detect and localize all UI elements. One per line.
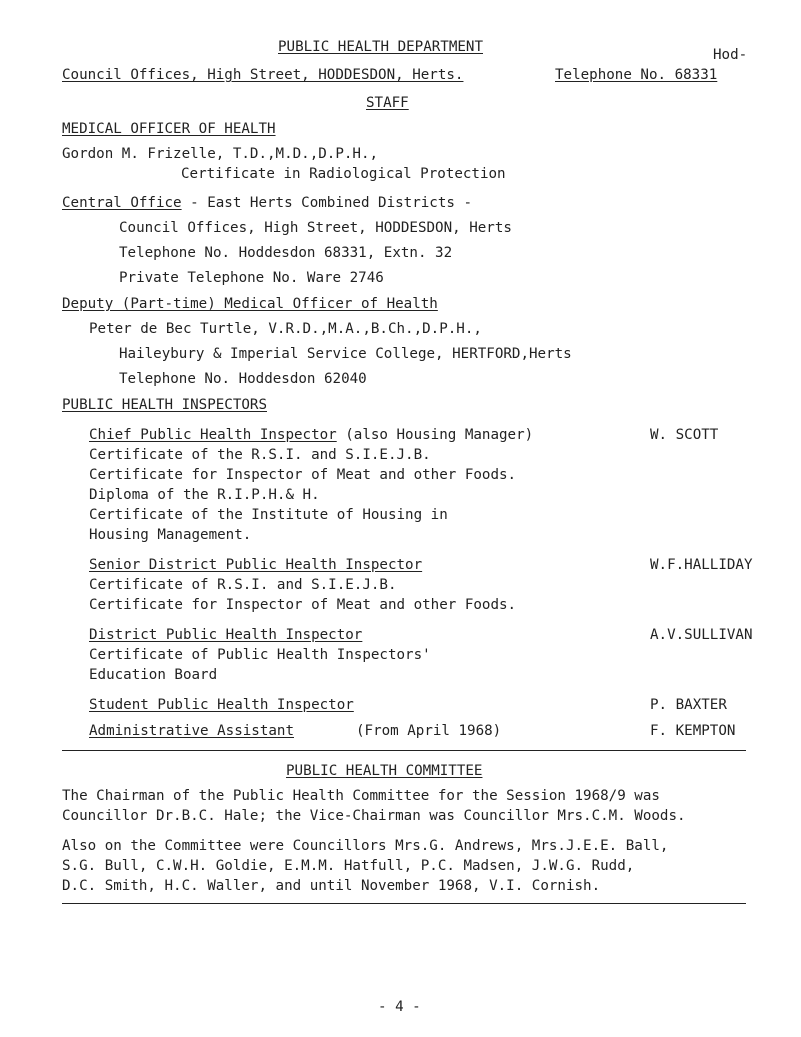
moh-certificate: Certificate in Radiological Protection [181,166,506,182]
section-divider [62,903,746,904]
committee-paragraph-line: Councillor Dr.B.C. Hale; the Vice-Chairman was Councillor Mrs.C.M. Woods. [62,808,686,824]
section-divider [62,750,746,751]
central-office-districts: - East Herts Combined Districts - [181,195,473,211]
inspectors-heading: PUBLIC HEALTH INSPECTORS [62,397,267,413]
office-telephone: Telephone No. 68331 [555,67,718,83]
deputy-telephone: Telephone No. Hoddesdon 62040 [119,371,367,387]
central-office-private-telephone: Private Telephone No. Ware 2746 [119,270,384,286]
chief-inspector-extra: (also Housing Manager) [336,427,534,443]
central-office-address: Council Offices, High Street, HODDESDON, Herts [119,220,512,236]
deputy-name: Peter de Bec Turtle, V.R.D.,M.A.,B.Ch.,D.P.H., [89,321,482,337]
committee-heading: PUBLIC HEALTH COMMITTEE [286,763,483,779]
district-inspector-title: District Public Health Inspector [89,627,363,643]
moh-heading: MEDICAL OFFICER OF HEALTH [62,121,276,137]
chief-inspector-qualification: Certificate of the R.S.I. and S.I.E.J.B. [89,447,431,463]
deputy-college: Haileybury & Imperial Service College, HERTFORD,Herts [119,346,572,362]
chief-inspector-title: Chief Public Health Inspector [89,427,337,443]
district-inspector-name: A.V.SULLIVAN [650,627,753,643]
administrative-assistant-start: (From April 1968) [356,723,502,739]
central-office-line [62,194,472,212]
chief-inspector-qualification: Certificate for Inspector of Meat and other Foods. [89,467,517,483]
administrative-assistant-title: Administrative Assistant [89,723,294,739]
committee-paragraph-line: The Chairman of the Public Health Committee for the Session 1968/9 was [62,788,660,804]
office-address: Council Offices, High Street, HODDESDON, Herts. [62,67,464,83]
deputy-heading: Deputy (Part-time) Medical Officer of Health [62,296,438,312]
district-inspector-qualification: Certificate of Public Health Inspectors' [89,647,431,663]
committee-paragraph-line: S.G. Bull, C.W.H. Goldie, E.M.M. Hatfull, P.C. Madsen, J.W.G. Rudd, [62,858,635,874]
chief-inspector-qualification: Housing Management. [89,527,252,543]
administrative-assistant-name: F. KEMPTON [650,723,736,739]
central-office-telephone: Telephone No. Hoddesdon 68331, Extn. 32 [119,245,453,261]
chief-inspector-name: W. SCOTT [650,427,719,443]
student-inspector-name: P. BAXTER [650,697,727,713]
senior-inspector-name: W.F.HALLIDAY [650,557,753,573]
chief-inspector-qualification: Diploma of the R.I.P.H.& H. [89,487,320,503]
page-number: - 4 - [378,999,421,1015]
department-title: PUBLIC HEALTH DEPARTMENT [278,39,483,55]
staff-heading: STAFF [366,95,409,111]
senior-inspector-qualification: Certificate for Inspector of Meat and other Foods. [89,597,517,613]
moh-name: Gordon M. Frizelle, T.D.,M.D.,D.P.H., [62,146,379,162]
chief-inspector-title-line [89,426,533,444]
student-inspector-title: Student Public Health Inspector [89,697,354,713]
district-inspector-qualification: Education Board [89,667,218,683]
chief-inspector-qualification: Certificate of the Institute of Housing in [89,507,448,523]
telephone-prefix: Hod- [713,47,748,63]
central-office-label: Central Office [62,195,182,211]
committee-paragraph-line: D.C. Smith, H.C. Waller, and until November 1968, V.I. Cornish. [62,878,601,894]
senior-inspector-title: Senior District Public Health Inspector [89,557,423,573]
committee-paragraph-line: Also on the Committee were Councillors Mrs.G. Andrews, Mrs.J.E.E. Ball, [62,838,669,854]
senior-inspector-qualification: Certificate of R.S.I. and S.I.E.J.B. [89,577,397,593]
